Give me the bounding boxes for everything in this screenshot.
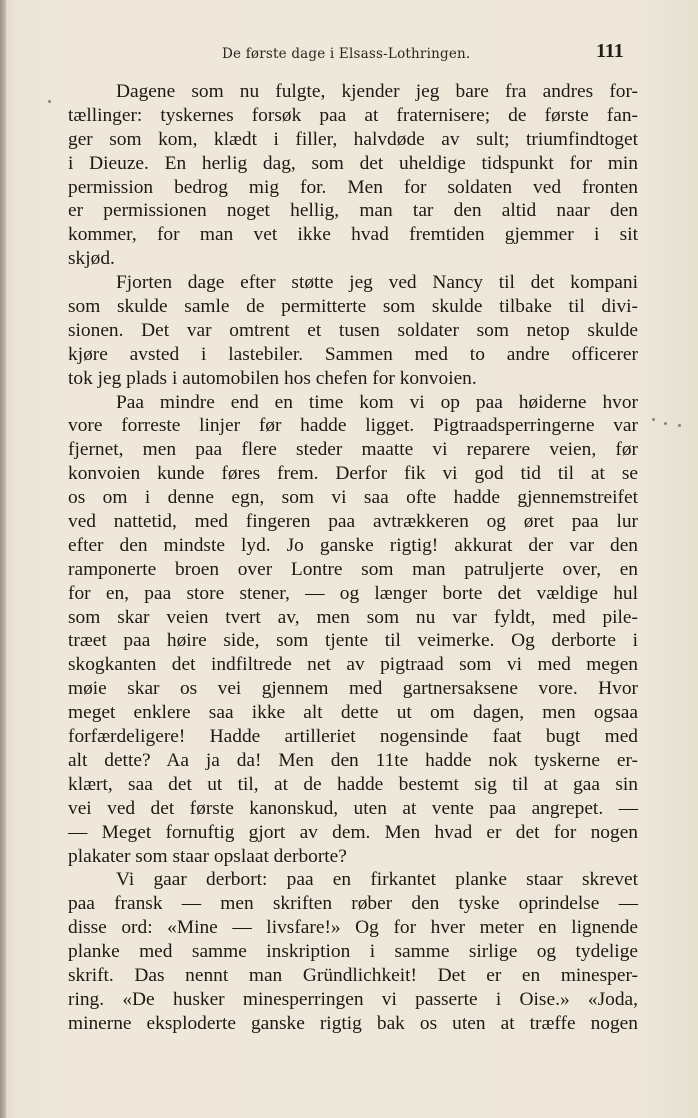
paper-speck: [678, 424, 681, 427]
text-line: Fjorten dage efter støtte jeg ved Nancy til det kompani: [116, 272, 638, 294]
text-line: Paa mindre end en time kom vi op paa høiderne hvor: [116, 391, 638, 413]
text-line: permission bedrog mig for. Men for soldaten ved fronten: [68, 176, 638, 198]
text-line: Dagene som nu fulgte, kjender jeg bare fra andres for-: [116, 81, 638, 102]
running-title: De første dage i Elsass-Lothringen.: [222, 46, 471, 62]
text-line: i Dieuze. En herlig dag, som det uheldige tidspunkt for min: [68, 152, 638, 174]
text-line: vore forreste linjer før hadde ligget. Pigtraadsperringerne var: [68, 415, 638, 437]
text-line: vei ved det første kanonskud, uten at vente paa angrepet. —: [68, 797, 638, 819]
text-line: efter den mindste lyd. Jo ganske rigtig! akkurat der var den: [68, 534, 638, 556]
binding-edge: [0, 0, 6, 1118]
text-line: ramponerte broen over Lontre som man patruljerte over, en: [68, 558, 638, 580]
text-line: disse ord: «Mine — livsfare!» Og for hver meter en lignende: [68, 917, 638, 939]
text-line: os om i denne egn, som vi saa ofte hadde gjennemstreifet: [68, 487, 638, 509]
text-line: tællinger: tyskernes forsøk paa at fraternisere; de første fan-: [68, 104, 638, 126]
text-line: kjøre avsted i lastebiler. Sammen med to andre officerer: [68, 343, 638, 365]
text-line: træet paa høire side, som tjente til veimerke. Og derborte i: [68, 630, 638, 652]
text-line: ring. «De husker minesperringen vi passerte i Oise.» «Joda,: [68, 988, 638, 1010]
text-line: som skulde samle de permitterte som skulde tilbake til divi-: [68, 296, 638, 318]
text-line: fjernet, men paa flere steder maatte vi reparere veien, før: [68, 439, 638, 461]
text-line: forfærdeligere! Hadde artilleriet nogensinde faat bugt med: [68, 726, 638, 748]
text-line: — Meget fornuftig gjort av dem. Men hvad er det for nogen: [68, 821, 638, 843]
text-line: sionen. Det var omtrent et tusen soldater som netop skulde: [68, 319, 638, 341]
text-line: konvoien kunde føres frem. Derfor fik vi god tid til at se: [68, 463, 638, 485]
text-line: for en, paa store stener, — og længer borte det vældige hul: [68, 582, 638, 604]
text-line: kommer, for man vet ikke hvad fremtiden gjemmer i sit: [68, 224, 638, 246]
running-head: [0, 38, 698, 68]
text-line: skogkanten det indfiltrede net av pigtraad som vi med megen: [68, 654, 638, 676]
text-line: plakater som staar opslaat derborte?: [68, 845, 347, 867]
text-line: meget enklere saa ikke alt dette ut om dagen, men ogsaa: [68, 702, 638, 724]
text-line: tok jeg plads i automobilen hos chefen for konvoien.: [68, 367, 477, 389]
text-line: ved nattetid, med fingeren paa avtrækkeren og øret paa lur: [68, 511, 638, 533]
text-line: paa fransk — men skriften røber den tyske oprindelse —: [68, 893, 638, 915]
paper-speck: [48, 100, 51, 103]
paper-speck: [652, 418, 655, 421]
text-line: klært, saa det ut til, at de hadde bestemt sig til at gaa sin: [68, 773, 638, 795]
paper-speck: [664, 422, 667, 425]
text-line: minerne eksploderte ganske rigtig bak os uten at træffe nogen: [68, 1012, 638, 1034]
text-line: som skar veien tvert av, men som nu var fyldt, med pile-: [68, 606, 638, 628]
text-line: Vi gaar derbort: paa en firkantet planke staar skrevet: [116, 869, 638, 891]
text-line: planke med samme inskription i samme sirlige og tydelige: [68, 941, 638, 963]
text-line: skjød.: [68, 248, 115, 270]
text-line: skrift. Das nennt man Gründlichkeit! Det er en minesper-: [68, 964, 638, 986]
text-line: møie skar os vei gjennem med gartnersaksene vore. Hvor: [68, 678, 638, 700]
text-line: ger som kom, klædt i filler, halvdøde av sult; triumfindtoget: [68, 128, 638, 150]
body-text: [68, 80, 638, 1036]
text-line: er permissionen noget hellig, man tar den altid naar den: [68, 200, 638, 222]
text-line: alt dette? Aa ja da! Men den 11te hadde nok tyskerne er-: [68, 749, 638, 771]
page-number: 111: [596, 40, 624, 62]
